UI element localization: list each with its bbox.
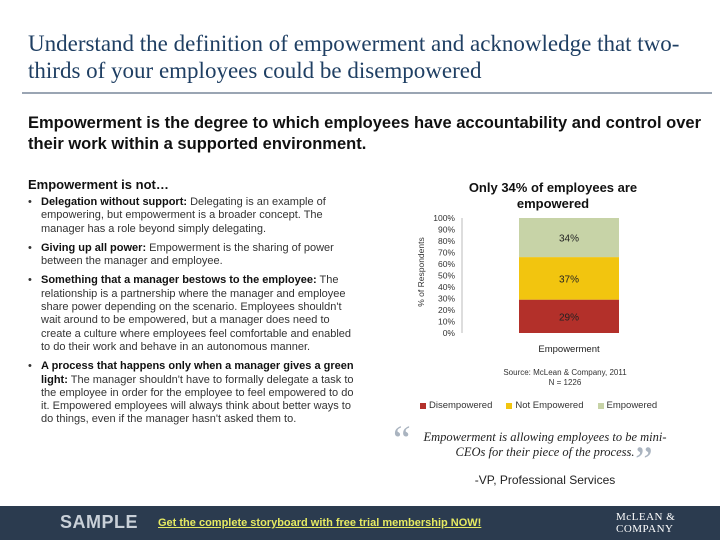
legend-label: Empowered [606, 400, 658, 411]
bullet-text: Empowerment is the sharing of power between the manager and employee. [41, 241, 334, 268]
close-quote-icon: ” [635, 438, 653, 483]
bullet-icon: • [28, 241, 32, 254]
not-section-heading: Empowerment is not… [28, 177, 169, 192]
bullet-icon: • [28, 196, 32, 208]
bullet-text: The relationship is a partnership where the manager and employee share power depending on the scenario. Employees shouldn't wait around to be empowered, but a manager does need to create a culture where employees feel comfortable and enabled to do their work and behave in an autonomous manner. [41, 274, 352, 353]
company-logo [616, 511, 706, 535]
list-item [28, 274, 358, 354]
title-divider [22, 92, 712, 94]
y-tick-label: 10% [437, 316, 455, 327]
bullet-text: The manager shouldn't have to formally delegate a task to the employee in order for the employee to feel empowered to do it. Empowered employees will always think about better ways to do things, even if the manager hasn't asked them to. [41, 373, 354, 426]
bullet-icon: • [28, 274, 32, 287]
list-item [28, 242, 358, 269]
legend-label: Disempowered [429, 400, 493, 411]
definition-statement: Empowerment is the degree to which employees have accountability and control over their work within a supported environment. [28, 114, 702, 153]
y-axis-ticks [433, 213, 462, 338]
bar-stack [519, 218, 619, 333]
footer-banner [0, 506, 720, 540]
y-tick-label: 30% [437, 293, 455, 304]
y-tick-label: 70% [437, 247, 455, 258]
legend-swatch [506, 403, 512, 409]
bullet-heading: A process that happens only when a manager gives a green light: [41, 360, 354, 386]
quote-text: Empowerment is allowing employees to be mini-CEOs for their piece of the process. [423, 430, 667, 459]
y-tick-label: 0% [442, 328, 455, 338]
page-title: Understand the definition of empowerment and acknowledge that two-thirds of your employees could be disempowered [28, 31, 680, 83]
chart-title: Only 34% of employees are empowered [468, 180, 638, 211]
bullet-text: Delegating is an example of empowering, but empowerment is a broader concept. The manager has a role beyond simply delegating. [41, 196, 326, 235]
x-category-label: Empowerment [538, 344, 600, 355]
y-axis-label: % of Respondents [416, 237, 426, 307]
trial-membership-link[interactable]: Get the complete storyboard with free trial membership NOW! [158, 517, 482, 529]
bullet-heading: Delegation without support: [41, 196, 188, 208]
legend-swatch [420, 403, 426, 409]
y-tick-label: 100% [433, 213, 455, 223]
bullet-heading: Something that a manager bestows to the employee: [41, 274, 317, 287]
open-quote-icon: “ [393, 417, 411, 462]
chart-legend [420, 400, 700, 411]
y-tick-label: 60% [437, 259, 455, 269]
legend-item-not-empowered [506, 400, 583, 411]
bullet-heading: Giving up all power: [41, 241, 147, 254]
legend-item-empowered [598, 400, 658, 411]
stacked-bar-chart [410, 208, 660, 358]
legend-label: Not Empowered [515, 400, 584, 411]
y-tick-label: 80% [437, 236, 455, 246]
sample-watermark: SAMPLE [60, 512, 139, 532]
y-tick-label: 90% [437, 224, 455, 235]
sample-size: N = 1226 [548, 378, 582, 387]
y-tick-label: 20% [437, 305, 455, 315]
source-note [500, 368, 630, 388]
legend-item-disempowered [420, 400, 492, 411]
legend-swatch [598, 403, 604, 409]
source-line: Source: McLean & Company, 2011 [503, 368, 627, 377]
logo-line: COMPANY [616, 523, 674, 535]
y-tick-label: 50% [437, 270, 455, 281]
list-item [28, 360, 358, 426]
logo-line: McLEAN & [616, 511, 676, 523]
data-label: 34% [558, 233, 580, 245]
data-label: 37% [558, 274, 580, 286]
quote-author: -VP, Professional Services [474, 473, 616, 487]
data-label: 29% [558, 312, 580, 324]
not-section-list [28, 196, 358, 433]
list-item [28, 196, 358, 236]
bullet-icon: • [28, 360, 32, 373]
y-tick-label: 40% [437, 282, 455, 292]
